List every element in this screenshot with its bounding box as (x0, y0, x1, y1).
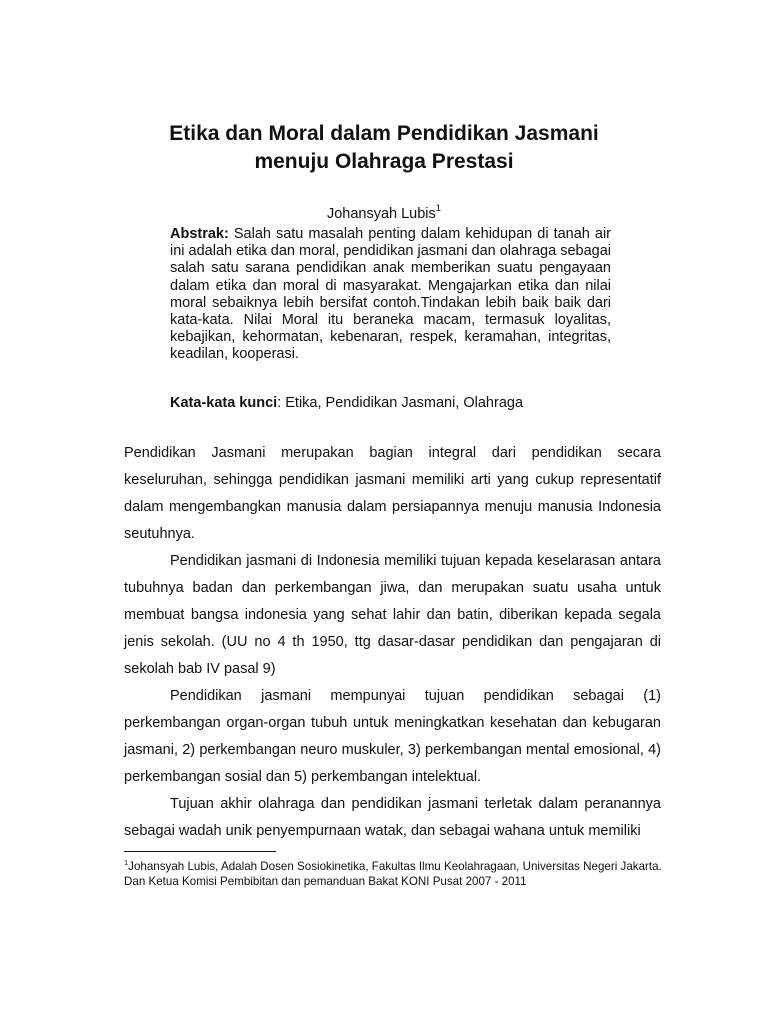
body-text (124, 440, 661, 845)
title-line-1: Etika dan Moral dalam Pendidikan Jasmani (169, 122, 599, 145)
keywords-text: : Etika, Pendidikan Jasmani, Olahraga (277, 395, 524, 411)
footnote-divider (124, 851, 276, 852)
body-paragraph-2: Pendidikan jasmani di Indonesia memiliki tujuan kepada keselarasan antara tubuhnya badan dan perkembangan jiwa, dan merupakan suatu usaha untuk membuat bangsa indonesia yang sehat lahir dan batin, diberikan kepada segala jenis sekolah. (UU no 4 th 1950, ttg dasar-dasar pendidikan dan pengajaran di sekolah bab IV pasal 9) (124, 553, 661, 677)
author-line (100, 201, 668, 223)
paper-title (100, 120, 668, 176)
keywords-label: Kata-kata kunci (170, 395, 278, 411)
abstract-text: Salah satu masalah penting dalam kehidupan di tanah air ini adalah etika dan moral, pendidikan jasmani dan olahraga sebagai salah satu sarana pendidikan anak memberikan suatu pengayaan dalam etika dan moral di masyarakat. Mengajarkan etika dan nilai moral sebaiknya lebih bersifat contoh.Tindakan lebih baik baik dari kata-kata. Nilai Moral itu beraneka macam, termasuk loyalitas, kebajikan, kehormatan, kebenaran, respek, keramahan, integritas, keadilan, kooperasi. (170, 226, 612, 363)
body-paragraph-3: Pendidikan jasmani mempunyai tujuan pendidikan sebagai (1) perkembangan organ-organ tubuh untuk meningkatkan kesehatan dan kebugaran jasmani, 2) perkembangan neuro muskuler, 3) perkembangan mental emosional, 4) perkembangan sosial dan 5) perkembangan intelektual. (124, 688, 661, 785)
body-paragraph-4: Tujuan akhir olahraga dan pendidikan jasmani terletak dalam peranannya sebagai wadah unik penyempurnaan watak, dan sebagai wahana untuk memiliki (124, 796, 661, 839)
abstract (170, 226, 611, 364)
title-line-2: menuju Olahraga Prestasi (254, 150, 514, 173)
footnote-text: Johansyah Lubis, Adalah Dosen Sosiokinetika, Fakultas Ilmu Keolahragaan, Universitas Negeri Jakarta. Dan Ketua Komisi Pembibitan dan pemanduan Bakat KONI Pusat 2007 - 2011 (124, 859, 662, 888)
author-footnote-mark: 1 (435, 203, 442, 214)
author-name: Johansyah Lubis (326, 205, 436, 222)
footnote-mark: 1 (124, 858, 129, 867)
keywords (170, 394, 630, 412)
footnote (124, 855, 684, 889)
body-paragraph-1: Pendidikan Jasmani merupakan bagian integral dari pendidikan secara keseluruhan, sehingga pendidikan jasmani memiliki arti yang cukup representatif dalam mengembangkan manusia dalam persiapannya menuju manusia Indonesia seutuhnya. (124, 445, 661, 542)
abstract-label: Abstrak: (170, 226, 229, 242)
